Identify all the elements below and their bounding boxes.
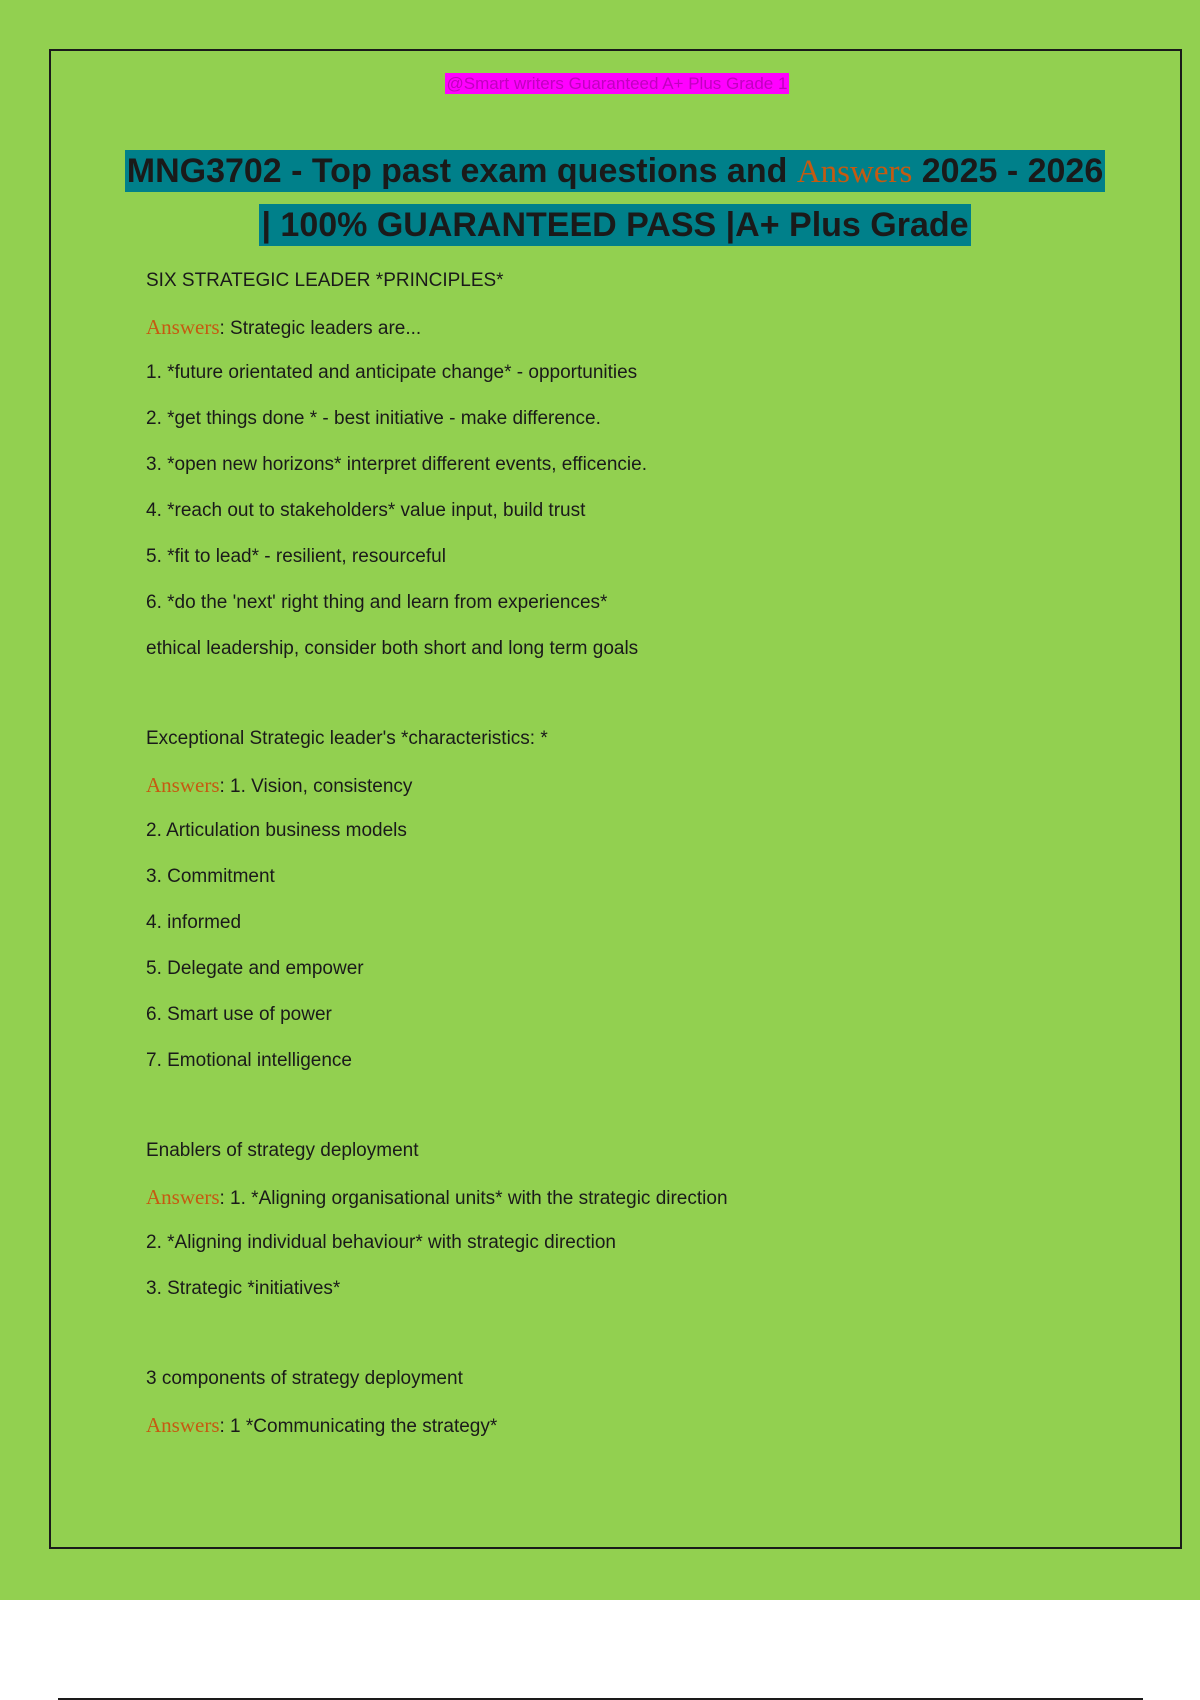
- section-gap: [146, 672, 1146, 716]
- answer-item: 2. Articulation business models: [146, 820, 407, 841]
- answer-item: 2. *Aligning individual behaviour* with strategic direction: [146, 1232, 616, 1253]
- answers-label: Answers: [146, 315, 220, 339]
- answer-item: 3. Commitment: [146, 866, 275, 887]
- answer-item: 4. *reach out to stakeholders* value input, build trust: [146, 500, 586, 521]
- question-text: 3 components of strategy deployment: [146, 1368, 463, 1389]
- title-answers-word: Answers: [796, 154, 913, 190]
- answer-item: 5. Delegate and empower: [146, 958, 364, 979]
- question-text: SIX STRATEGIC LEADER *PRINCIPLES*: [146, 270, 504, 291]
- answer-item: 7. Emotional intelligence: [146, 1050, 352, 1071]
- title-highlight: [125, 150, 1106, 246]
- document-body: [146, 258, 1146, 1448]
- answer-line: [146, 1402, 1146, 1448]
- title-part-1: MNG3702 - Top past exam questions and: [126, 152, 797, 190]
- answer-text: : Strategic leaders are...: [219, 318, 422, 339]
- answer-item: ethical leadership, consider both short and long term goals: [146, 638, 639, 659]
- answer-line: [146, 304, 1146, 350]
- answer-item: 6. Smart use of power: [146, 1004, 332, 1025]
- document-title: [120, 145, 1110, 252]
- answer-text: : 1. *Aligning organisational units* with the strategic direction: [219, 1188, 728, 1209]
- answer-item: 4. informed: [146, 912, 242, 933]
- answer-item: 1. *future orientated and anticipate change* - opportunities: [146, 362, 638, 383]
- answer-line: [146, 1174, 1146, 1220]
- answer-item: 5. *fit to lead* - resilient, resourceful: [146, 546, 446, 567]
- answer-text: : 1 *Communicating the strategy*: [219, 1416, 498, 1437]
- answer-line: [146, 762, 1146, 808]
- answers-label: Answers: [146, 1413, 220, 1437]
- answers-label: Answers: [146, 1185, 220, 1209]
- answer-item: 6. *do the 'next' right thing and learn from experiences*: [146, 592, 608, 613]
- watermark-header: [0, 73, 1200, 95]
- answer-item: 3. Strategic *initiatives*: [146, 1278, 341, 1299]
- question-text: Exceptional Strategic leader's *characteristics: *: [146, 728, 548, 749]
- section-gap: [146, 1312, 1146, 1356]
- section-gap: [146, 1084, 1146, 1128]
- answer-text: : 1. Vision, consistency: [219, 776, 413, 797]
- title-part-2: 2025 - 2026 | 100% GUARANTEED PASS |A+ Plus Grade: [261, 152, 1104, 244]
- watermark-text: @Smart writers Guaranteed A+ Plus Grade 1: [446, 74, 788, 93]
- question-text: Enablers of strategy deployment: [146, 1140, 419, 1161]
- answers-label: Answers: [146, 773, 220, 797]
- answer-item: 3. *open new horizons* interpret different events, efficencie.: [146, 454, 647, 475]
- answer-item: 2. *get things done * - best initiative - make difference.: [146, 408, 601, 429]
